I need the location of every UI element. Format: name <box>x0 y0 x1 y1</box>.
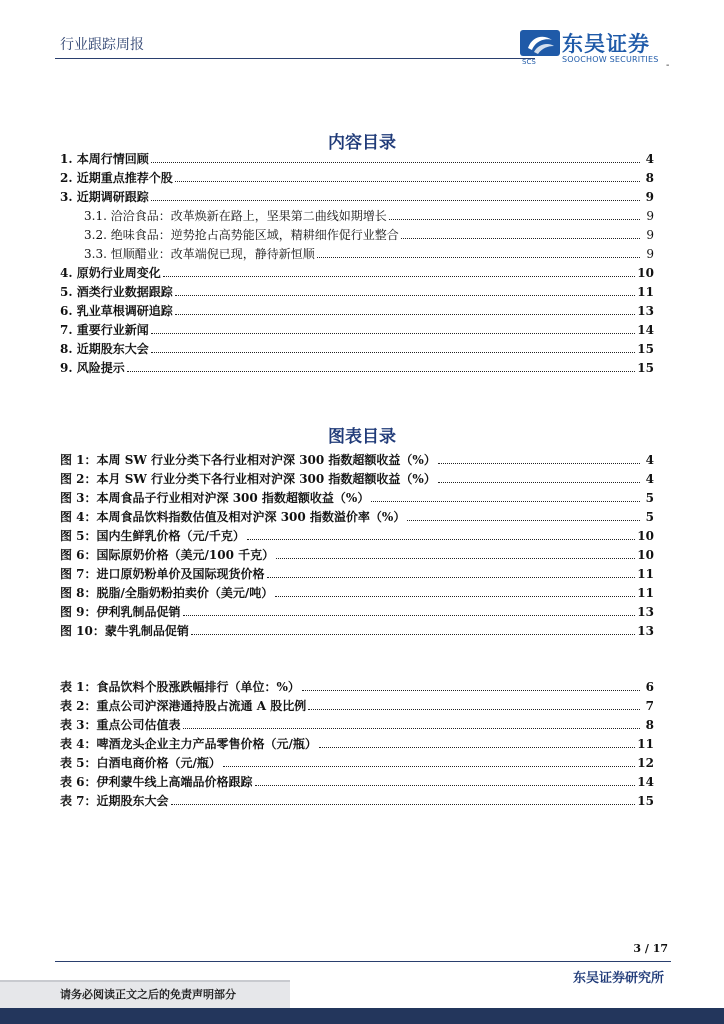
dot-leader <box>163 264 636 277</box>
figure-entry[interactable] <box>60 508 654 527</box>
figure-entry[interactable] <box>60 622 654 641</box>
dot-leader <box>371 489 640 502</box>
figure-entry[interactable] <box>60 546 654 565</box>
company-logo <box>520 30 670 68</box>
dot-leader <box>302 678 640 691</box>
dot-leader <box>175 302 636 315</box>
toc-entry[interactable] <box>60 359 654 378</box>
figure-entry-page: 10 <box>637 529 654 543</box>
toc-entry-label: 7. 重要行业新闻 <box>60 323 149 337</box>
toc-entry-page: 13 <box>637 304 654 318</box>
figure-entry-label: 图 6：国际原奶价格（美元/100 千克） <box>60 548 275 562</box>
toc-entry[interactable] <box>60 245 654 264</box>
dot-leader <box>175 283 636 296</box>
dot-leader <box>267 565 636 578</box>
figure-entry-label: 图 5：国内生鲜乳价格（元/千克） <box>60 529 245 543</box>
table-entry-page: 6 <box>645 680 654 694</box>
dot-leader <box>151 188 640 201</box>
dot-leader <box>389 207 640 220</box>
figure-entry-page: 4 <box>645 453 654 467</box>
toc-entry-label: 9. 风险提示 <box>60 361 125 375</box>
table-entry[interactable] <box>60 697 654 716</box>
toc-entry-page: 9 <box>646 247 654 261</box>
dot-leader <box>175 169 640 182</box>
toc-entry-label: 3. 近期调研跟踪 <box>60 190 149 204</box>
figure-entry-label: 图 10：蒙牛乳制品促销 <box>60 624 189 638</box>
dot-leader <box>275 584 635 597</box>
toc-list <box>60 150 654 378</box>
figure-entry-label: 图 9：伊利乳制品促销 <box>60 605 181 619</box>
toc-entry-page: 15 <box>637 342 654 356</box>
toc-entry[interactable] <box>60 302 654 321</box>
dot-leader <box>191 622 635 635</box>
figure-entry[interactable] <box>60 527 654 546</box>
dot-leader <box>319 735 635 748</box>
tables-list <box>60 678 654 811</box>
dot-leader <box>247 527 635 540</box>
figure-entry-page: 13 <box>637 624 654 638</box>
figure-entry-page: 5 <box>645 491 654 505</box>
toc-entry-label: 3.2. 绝味食品：逆势抢占高势能区域，精耕细作促行业整合 <box>84 228 399 242</box>
table-entry-label: 表 3：重点公司估值表 <box>60 718 181 732</box>
figure-entry-page: 11 <box>637 586 654 600</box>
dot-leader <box>401 226 640 239</box>
disclaimer-text: 请务必阅读正文之后的免责声明部分 <box>60 988 236 1001</box>
table-entry-page: 15 <box>637 794 654 808</box>
figure-entry-page: 5 <box>645 510 654 524</box>
dot-leader <box>151 321 636 334</box>
header-divider <box>55 58 535 59</box>
table-entry[interactable] <box>60 716 654 735</box>
dot-leader <box>183 603 636 616</box>
toc-entry-page: 8 <box>645 171 654 185</box>
toc-entry[interactable] <box>60 321 654 340</box>
table-entry[interactable] <box>60 754 654 773</box>
toc-entry-page: 11 <box>637 285 654 299</box>
figure-entry[interactable] <box>60 565 654 584</box>
logo-abbreviation: SCS <box>522 58 536 66</box>
toc-entry-label: 4. 原奶行业周变化 <box>60 266 161 280</box>
figure-entry-label: 图 8：脱脂/全脂奶粉拍卖价（美元/吨） <box>60 586 274 600</box>
figure-entry-label: 图 4：本周食品饮料指数估值及相对沪深 300 指数溢价率（%） <box>60 510 406 524</box>
report-type-label: 行业跟踪周报 <box>60 37 144 53</box>
figure-entry[interactable] <box>60 470 654 489</box>
toc-entry[interactable] <box>60 226 654 245</box>
toc-title: 内容目录 <box>328 133 396 153</box>
table-entry[interactable] <box>60 792 654 811</box>
toc-entry-label: 6. 乳业草根调研追踪 <box>60 304 173 318</box>
footer-bar <box>0 1008 724 1024</box>
dot-leader <box>438 470 640 483</box>
table-entry-page: 14 <box>637 775 654 789</box>
figures-title: 图表目录 <box>328 427 396 447</box>
figure-entry[interactable] <box>60 489 654 508</box>
dot-leader <box>183 716 640 729</box>
toc-entry[interactable] <box>60 188 654 207</box>
toc-entry[interactable] <box>60 169 654 188</box>
dot-leader <box>438 451 640 464</box>
toc-entry-page: 9 <box>646 228 654 242</box>
toc-entry[interactable] <box>60 207 654 226</box>
dot-leader <box>255 773 636 786</box>
toc-entry-label: 1. 本周行情回顾 <box>60 152 149 166</box>
figure-entry-label: 图 1：本周 SW 行业分类下各行业相对沪深 300 指数超额收益（%） <box>60 453 436 467</box>
toc-entry[interactable] <box>60 264 654 283</box>
figure-entry[interactable] <box>60 451 654 470</box>
table-entry[interactable] <box>60 773 654 792</box>
toc-entry-page: 4 <box>645 152 654 166</box>
footer-divider <box>55 961 671 962</box>
table-entry-page: 12 <box>637 756 654 770</box>
toc-entry-page: 9 <box>646 209 654 223</box>
figure-entry-page: 13 <box>637 605 654 619</box>
table-entry-label: 表 1：食品饮料个股涨跌幅排行（单位：%） <box>60 680 300 694</box>
figure-entry[interactable] <box>60 603 654 622</box>
dot-leader <box>151 150 640 163</box>
logo-english-name: SOOCHOW SECURITIES <box>562 55 659 64</box>
toc-entry-label: 3.1. 洽洽食品：改革焕新在路上，坚果第二曲线如期增长 <box>84 209 387 223</box>
table-entry-label: 表 7：近期股东大会 <box>60 794 169 808</box>
table-entry-page: 7 <box>645 699 654 713</box>
toc-entry-page: 15 <box>637 361 654 375</box>
toc-entry-label: 2. 近期重点推荐个股 <box>60 171 173 185</box>
figure-entry-label: 图 2：本月 SW 行业分类下各行业相对沪深 300 指数超额收益（%） <box>60 472 436 486</box>
dot-leader <box>151 340 636 353</box>
dot-leader <box>127 359 636 372</box>
toc-entry-page: 14 <box>637 323 654 337</box>
toc-entry-label: 3.3. 恒顺醋业：改革端倪已现，静待新恒顺 <box>84 247 315 261</box>
dot-leader <box>407 508 640 521</box>
institute-name: 东吴证券研究所 <box>572 971 664 986</box>
table-entry[interactable] <box>60 678 654 697</box>
dot-leader <box>276 546 635 559</box>
table-entry-label: 表 2：重点公司沪深港通持股占流通 A 股比例 <box>60 699 307 713</box>
table-entry-page: 11 <box>637 737 654 751</box>
table-entry-label: 表 5：白酒电商价格（元/瓶） <box>60 756 221 770</box>
figure-entry-label: 图 7：进口原奶粉单价及国际现货价格 <box>60 567 265 581</box>
figures-list <box>60 451 654 641</box>
dot-leader <box>223 754 635 767</box>
table-entry-label: 表 6：伊利蒙牛线上高端品价格跟踪 <box>60 775 253 789</box>
dot-leader <box>308 697 640 710</box>
toc-entry[interactable] <box>60 340 654 359</box>
dot-leader <box>317 245 640 258</box>
toc-entry-label: 8. 近期股东大会 <box>60 342 149 356</box>
toc-entry[interactable] <box>60 150 654 169</box>
table-entry[interactable] <box>60 735 654 754</box>
figure-entry-page: 4 <box>645 472 654 486</box>
figure-entry-page: 10 <box>637 548 654 562</box>
figure-entry-page: 11 <box>637 567 654 581</box>
dot-leader <box>171 792 636 805</box>
logo-chinese-name: 东吴证券 <box>562 32 650 56</box>
toc-entry-page: 10 <box>637 266 654 280</box>
table-entry-label: 表 4：啤酒龙头企业主力产品零售价格（元/瓶） <box>60 737 317 751</box>
figure-entry-label: 图 3：本周食品子行业相对沪深 300 指数超额收益（%） <box>60 491 370 505</box>
toc-entry[interactable] <box>60 283 654 302</box>
figure-entry[interactable] <box>60 584 654 603</box>
toc-entry-page: 9 <box>645 190 654 204</box>
toc-entry-label: 5. 酒类行业数据跟踪 <box>60 285 173 299</box>
table-entry-page: 8 <box>645 718 654 732</box>
header-dash: - <box>666 60 670 71</box>
page-number: 3 / 17 <box>633 942 668 955</box>
